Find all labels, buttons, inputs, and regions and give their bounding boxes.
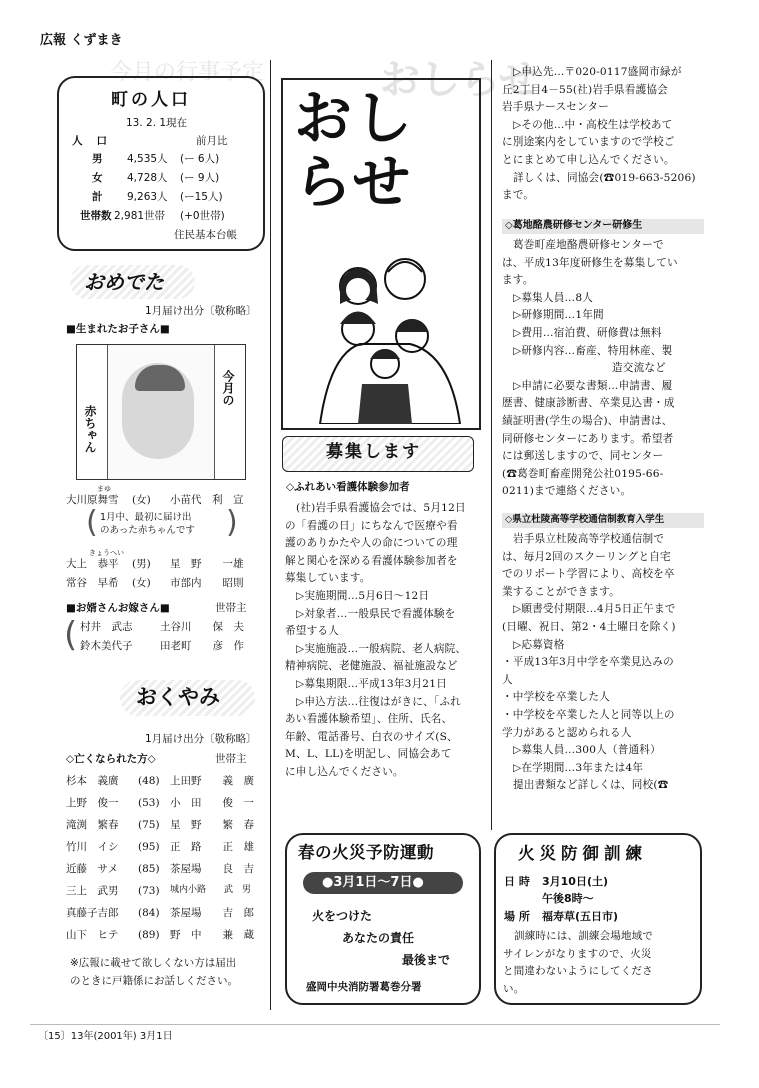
- fire-drill-date-label: 日 時: [504, 875, 530, 888]
- featured-baby-parent: 小苗代 利 宣: [170, 494, 244, 506]
- birth-name: 常谷 早希: [66, 577, 119, 589]
- spring-fire-org: 盛岡中央消防署葛巻分署: [306, 981, 422, 993]
- marriage-name: 村井 武志: [80, 621, 133, 633]
- note-bracket-right: ): [226, 505, 238, 540]
- fire-drill-place-label: 場 所: [504, 910, 530, 923]
- fire-drill-date: 3月10日(土): [542, 875, 609, 888]
- cont-line: に別途案内をしていますので学校ご: [502, 136, 675, 149]
- tsushin-line: 提出書類など詳しくは、同校(☎: [513, 779, 669, 792]
- deceased-age: (53): [138, 797, 160, 809]
- tsushin-line: 岩手県立杜陵高等学校通信制で: [513, 533, 665, 545]
- kango-line: ▷申込方法…往復はがきに、「ふれ: [296, 695, 461, 708]
- pop-value-total: 9,263人: [127, 191, 168, 203]
- rakuno-line: ▷研修期間…1年間: [513, 309, 604, 322]
- ghost-text-2: 今月の行事予定: [110, 60, 265, 85]
- footer-page-label: 〔15〕13年(2001年) 3月1日: [38, 1031, 173, 1042]
- rakuno-body: [502, 237, 707, 501]
- featured-note-2: のあった赤ちゃんです: [100, 525, 195, 536]
- kango-line: ▷対象者…一般県民で看護体験を: [296, 607, 456, 620]
- slogan-line-2: あなたの責任: [342, 931, 415, 945]
- tsushin-line: でのリポート学習により、高校を卒: [502, 568, 675, 581]
- population-col-label: 人口: [72, 135, 121, 147]
- kango-line: の「看護の日」にちなんで医療や看: [285, 519, 458, 532]
- rakuno-line: 葛巻町産地酪農研修センターで: [513, 239, 664, 251]
- pop-value-female: 4,728人: [127, 172, 168, 184]
- tsushin-line: 学力があると認められる人: [502, 726, 632, 739]
- kango-line: あい看護体験希望」、住所、氏名、: [285, 713, 453, 726]
- pop-label-total: 計: [92, 191, 103, 203]
- marriage-head: 土谷川 保 夫: [160, 621, 244, 633]
- spring-fire-dates: ●3月1日～7日●: [322, 875, 424, 890]
- birth-parent: 星 野 一雄: [170, 558, 244, 570]
- deceased-name: 杉本 義廣: [66, 775, 119, 787]
- deceased-head: 上田野 義 廣: [170, 775, 254, 787]
- omedeta-note: 1月届け出分〔敬称略〕: [145, 305, 257, 317]
- marriage-name: 鈴木美代子: [80, 640, 133, 652]
- population-source: 住民基本台帳: [174, 229, 237, 241]
- kango-line: 解と関心を深める看護体験参加者を: [285, 554, 458, 567]
- divider-left: [270, 60, 271, 1010]
- tsushin-line: 人: [502, 673, 513, 686]
- deceased-name: 三上 武男: [66, 885, 119, 897]
- birth-name: 大上 恭平: [66, 558, 119, 570]
- kango-line: 年齢、電話番号、白衣のサイズ(S、: [285, 730, 458, 743]
- birth-parent: 市部内 昭則: [170, 577, 244, 589]
- featured-baby-gender: (女): [132, 494, 151, 506]
- rakuno-line: ▷費用…宿泊費、研修費は無料: [513, 326, 662, 339]
- rakuno-line: 0211)まで連絡ください。: [502, 485, 632, 498]
- okuyami-title: おくやみ: [136, 685, 220, 709]
- featured-note-1: 1月中、最初に届け出: [100, 512, 192, 523]
- photo-label-1: 今月の: [221, 370, 235, 406]
- featured-ruby: まゆ: [97, 485, 111, 493]
- population-title: 町の人口: [111, 90, 191, 110]
- tsushin-line: ・中学校を卒業した人: [502, 691, 610, 704]
- deceased-head: 小 田 俊 一: [170, 797, 254, 809]
- rakuno-line: ▷募集人員…8人: [513, 291, 594, 304]
- divider-right: [491, 60, 492, 830]
- okuyami-table: [66, 776, 261, 952]
- tsushin-line: ▷応募資格: [513, 638, 565, 651]
- kango-heading: ◇ふれあい看護体験参加者: [286, 481, 410, 493]
- kango-line: ▷実施施設…一般病院、老人病院、: [296, 642, 467, 655]
- tsushin-body: [502, 531, 707, 795]
- deceased-name: 上野 俊一: [66, 797, 119, 809]
- cont-line: まで。: [502, 189, 535, 202]
- pop-change-households: (+0世帯): [180, 210, 225, 222]
- slogan-line-3: 最後まで: [402, 953, 451, 967]
- deceased-age: (73): [138, 885, 160, 897]
- ghost-text-1: おしらせ: [380, 57, 539, 103]
- oshirase-title-line1: おし: [294, 84, 415, 152]
- deceased-head: 茶屋場 良 吉: [170, 863, 254, 875]
- fire-drill-line: と間違わないようにしてくださ: [503, 965, 653, 977]
- family-illustration: [300, 244, 480, 424]
- tsushin-line: ・平成13年3月中学を卒業見込みの: [502, 656, 674, 669]
- pop-change-total: (ー15人): [180, 191, 223, 203]
- kango-body: [285, 500, 485, 782]
- kango-line: 希望する人: [285, 625, 339, 638]
- marriage-heading: ■お婿さんお嫁さん■: [66, 602, 170, 614]
- deceased-name: 山下 ヒテ: [66, 929, 119, 941]
- fire-drill-place: 福寿草(五日市): [542, 910, 619, 923]
- tsushin-line: (日曜、祝日、第2・4土曜日を除く): [502, 620, 676, 633]
- okuyami-footnote-2: のときに戸籍係にお話しください。: [70, 975, 238, 987]
- birth-gender: (女): [132, 577, 151, 589]
- population-as-of: 13. 2. 1現在: [126, 117, 188, 129]
- rakuno-line: ▷研修内容…畜産、特用林産、製: [513, 344, 673, 357]
- slogan-line-1: 火をつけた: [312, 909, 373, 923]
- kango-continued: [502, 64, 707, 205]
- birth-gender: (男): [132, 558, 151, 570]
- kango-line: に申し込んでください。: [285, 765, 404, 778]
- marriage-col: 世帯主: [215, 602, 247, 614]
- featured-baby-name: 大川原舞雪: [66, 494, 119, 506]
- rakuno-line: ます。: [502, 274, 534, 287]
- kango-line: 精神病院、老健施設、福祉施設など: [285, 660, 458, 673]
- spring-fire-title: 春の火災予防運動: [298, 843, 434, 862]
- deceased-name: 近藤 サメ: [66, 863, 119, 875]
- rakuno-line: 績証明書(学生の場合)、申請書は、: [502, 414, 673, 427]
- deceased-age: (48): [138, 775, 160, 787]
- tsushin-line: は、毎月2回のスクーリングと自宅: [502, 550, 671, 563]
- cont-line: 岩手県ナースセンター: [502, 101, 609, 114]
- rakuno-line: は、平成13年度研修生を募集してい: [502, 256, 678, 269]
- rakuno-line: には郵送しますので、同センター: [502, 450, 664, 463]
- cont-line: 丘2丁目4－55(社)岩手県看護協会: [502, 83, 668, 96]
- pop-value-male: 4,535人: [127, 153, 168, 165]
- cont-line: とにまとめて申し込んでください。: [502, 153, 675, 166]
- rakuno-heading: ◇葛地酪農研修センター研修生: [505, 220, 643, 231]
- marriage-bracket: (: [64, 615, 78, 655]
- rakuno-line: 歴書、健康診断書、卒業見込書・成: [502, 397, 675, 410]
- tsushin-line: ▷願書受付期限…4月5日正午まで: [513, 603, 676, 616]
- kango-line: (社)岩手県看護協会では、5月12日: [296, 502, 466, 514]
- deceased-head: 正 路 正 雄: [170, 841, 254, 853]
- photo-label-2: 赤ちゃん: [83, 405, 97, 453]
- deceased-age: (75): [138, 819, 160, 831]
- okuyami-col: 世帯主: [215, 753, 247, 765]
- deceased-name: 竹川 イシ: [66, 841, 119, 853]
- tsushin-heading: ◇県立杜陵高等学校通信制教育入学生: [505, 514, 665, 525]
- marriage-head: 田老町 彦 作: [160, 640, 244, 652]
- pop-value-households: 2,981世帯: [114, 210, 166, 222]
- boshu-title: 募集します: [326, 442, 421, 462]
- kango-line: 護のありかたや人の命についての理: [285, 537, 458, 550]
- deceased-age: (84): [138, 907, 160, 919]
- baby-photo-frame: [76, 344, 246, 480]
- deceased-head: 野 中 兼 蔵: [170, 929, 254, 941]
- pop-label-male: 男: [92, 153, 103, 165]
- rakuno-line: ▷申請に必要な書類…申請書、履: [513, 379, 673, 392]
- okuyami-footnote-1: ※広報に載せて欲しくない方は届出: [70, 957, 237, 969]
- tsushin-line: ▷在学期間…3年または4年: [513, 761, 644, 774]
- deceased-head: 星 野 繁 春: [170, 819, 254, 831]
- fire-drill-time: 午後8時～: [542, 892, 594, 905]
- deceased-name: 真藤子吉郎: [66, 907, 119, 919]
- birth-ruby: きょうへい: [89, 549, 124, 557]
- oshirase-title-line2: らせ: [294, 148, 413, 216]
- rakuno-line: 同研修センターにあります。希望者: [502, 432, 674, 445]
- fire-drill-line: 訓練時には、訓練会場地域で: [514, 930, 654, 942]
- kango-line: 募集しています。: [285, 572, 371, 585]
- tsushin-line: ・中学校を卒業した人と同等以上の: [502, 708, 675, 721]
- tsushin-line: ▷募集人員…300人（普通科）: [513, 744, 661, 757]
- deceased-age: (95): [138, 841, 160, 853]
- rakuno-line: (☎葛巻町畜産開発公社0195-66-: [502, 467, 664, 480]
- okuyami-note: 1月届け出分〔敬称略〕: [145, 733, 257, 745]
- publication-title: 広報 くずまき: [40, 33, 123, 48]
- cont-line: ▷その他…中・高校生は学校あて: [513, 118, 673, 131]
- kango-line: M、L、LL)を明記し、同協会あて: [285, 748, 452, 761]
- kango-line: ▷実施期間…5月6日～12日: [296, 589, 430, 602]
- births-heading: ■生まれたお子さん■: [66, 323, 170, 335]
- fire-drill-body: [503, 928, 699, 998]
- pop-label-female: 女: [92, 172, 103, 184]
- deceased-name: 滝渕 繁春: [66, 819, 119, 831]
- deceased-age: (89): [138, 929, 160, 941]
- note-bracket-left: (: [86, 505, 98, 540]
- fire-drill-line: い。: [503, 982, 525, 995]
- curtain-right: [214, 345, 245, 479]
- pop-change-male: (ー 6人): [180, 153, 220, 165]
- rakuno-line: 造交流など: [612, 362, 666, 375]
- population-col-change: 前月比: [196, 135, 228, 147]
- deceased-head: 城内小路 武 男: [170, 885, 252, 895]
- deceased-head: 茶屋場 吉 郎: [170, 907, 254, 919]
- cont-line: 詳しくは、同協会(☎019-663-5206): [513, 171, 696, 184]
- cont-line: ▷申込先…〒020-0117盛岡市緑が: [513, 66, 682, 78]
- fire-drill-line: サイレンがなりますので、火災: [503, 947, 652, 960]
- fire-drill-title: 火災防御訓練: [518, 844, 647, 863]
- pop-change-female: (ー 9人): [180, 172, 220, 184]
- tsushin-line: 業することができます。: [502, 585, 620, 598]
- okuyami-heading: ◇亡くなられた方◇: [66, 753, 156, 765]
- deceased-age: (85): [138, 863, 160, 875]
- kango-line: ▷募集期限…平成13年3月21日: [296, 677, 447, 690]
- footer-rule: [30, 1024, 720, 1025]
- pop-label-households: 世帯数: [80, 210, 112, 222]
- omedeta-title: おめでた: [84, 270, 164, 294]
